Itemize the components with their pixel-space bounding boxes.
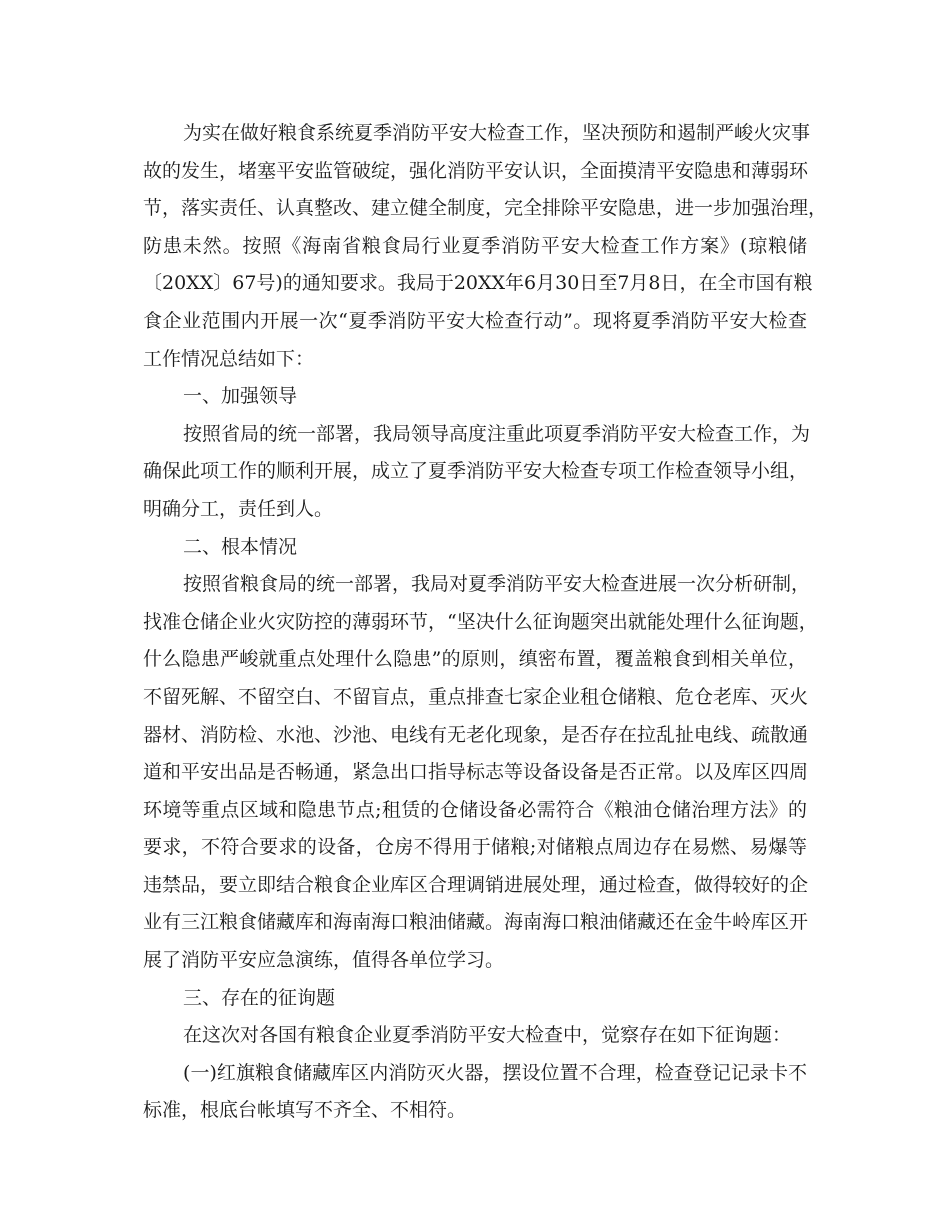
text-line: 确保此项工作的顺利开展，成立了夏季消防平安大检查专项工作检查领导小组， [143, 460, 809, 483]
text-line: 三、存在的征询题 [183, 986, 336, 1009]
text-line: 食企业范围内开展一次“夏季消防平安大检查行动”。现将夏季消防平安大检查 [143, 309, 807, 332]
text-line: 一、加强领导 [183, 385, 298, 408]
text-line: 器材、消防检、水池、沙池、电线有无老化现象，是否存在拉乱扯电线、疏散通 [143, 723, 809, 746]
text-line: 不留死解、不留空白、不留盲点，重点排查七家企业租仓储粮、危仓老库、灭火 [143, 685, 809, 708]
text-line: 节，落实责任、认真整改、建立健全制度，完全排除平安隐患，进一步加强治理， [143, 197, 828, 220]
text-line: 违禁品，要立即结合粮食企业库区合理调销进展处理，通过检查，做得较好的企 [143, 873, 809, 896]
text-line: 明确分工，责任到人。 [143, 497, 334, 520]
text-line: 为实在做好粮食系统夏季消防平安大检查工作，坚决预防和遏制严峻火灾事 [183, 122, 811, 144]
text-line: 道和平安出品是否畅通，紧急出口指导标志等设备设备是否正常。以及库区四周 [143, 761, 809, 784]
text-line: 故的发生，堵塞平安监管破绽，强化消防平安认识，全面摸清平安隐患和薄弱环 [143, 159, 809, 182]
text-line: 标准，根底台帐填写不齐全、不相符。 [143, 1099, 467, 1122]
text-line: 环境等重点区域和隐患节点;租赁的仓储设备必需符合《粮油仓储治理方法》的 [143, 798, 807, 821]
text-line: 工作情况总结如下： [143, 347, 315, 370]
text-line: 〔20XX〕67号)的通知要求。我局于20XX年6月30日至7月8日，在全市国有粮 [143, 272, 813, 295]
text-line: 要求，不符合要求的设备，仓房不得用于储粮;对储粮点周边存在易燃、易爆等 [143, 836, 807, 859]
text-line: 按照省粮食局的统一部署，我局对夏季消防平安大检查进展一次分析研制， [183, 573, 811, 596]
text-line: 找准仓储企业火灾防控的薄弱环节，“坚决什么征询题突出就能处理什么征询题， [143, 610, 818, 633]
text-line: (一)红旗粮食储藏库区内消防灭火器，摆设位置不合理，检查登记记录卡不 [183, 1061, 807, 1084]
text-line: 展了消防平安应急演练，值得各单位学习。 [143, 949, 505, 972]
text-line: 在这次对各国有粮食企业夏季消防平安大检查中，觉察存在如下征询题： [183, 1024, 792, 1047]
text-line: 二、根本情况 [183, 535, 298, 558]
document-page [143, 115, 828, 1130]
text-line: 什么隐患严峻就重点处理什么隐患”的原则，缜密布置，覆盖粮食到相关单位， [143, 648, 807, 671]
text-line: 业有三江粮食储藏库和海南海口粮油储藏。海南海口粮油储藏还在金牛岭库区开 [143, 911, 809, 934]
text-line: 防患未然。按照《海南省粮食局行业夏季消防平安大检查工作方案》(琼粮储 [143, 234, 807, 257]
text-line: 按照省局的统一部署，我局领导高度注重此项夏季消防平安大检查工作，为 [183, 422, 811, 445]
